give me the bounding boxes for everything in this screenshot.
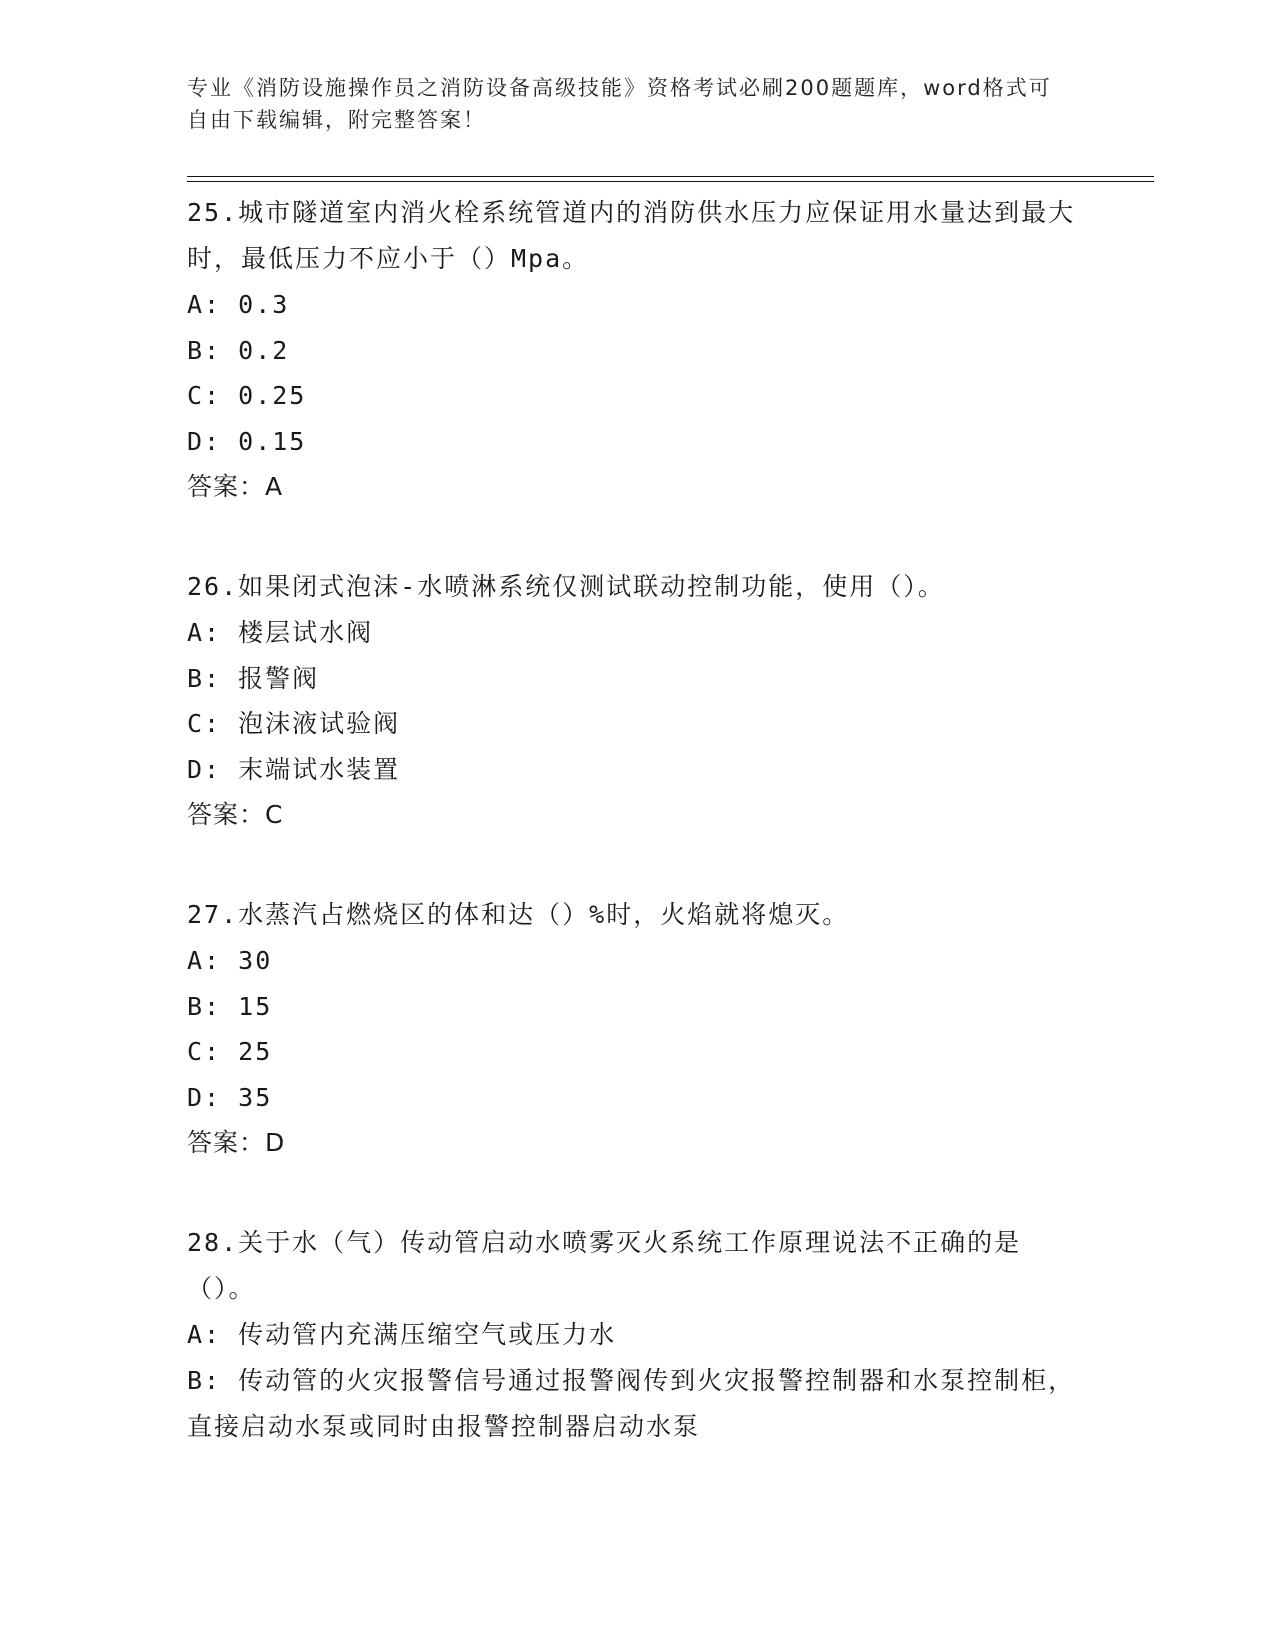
question-28: [187, 1216, 1077, 1450]
option-c: C: 25: [187, 1037, 273, 1066]
header-divider-top: [187, 176, 1154, 177]
spacer: [187, 510, 1077, 560]
question-text: 28.关于水（气）传动管启动水喷雾灭火系统工作原理说法不正确的是（）。: [187, 1228, 1022, 1303]
option-a: A: 0.3: [187, 290, 290, 319]
option-a: A: 楼层试水阀: [187, 618, 374, 647]
option-b: B: 0.2: [187, 335, 290, 365]
option-b: B: 报警阀: [187, 663, 320, 693]
option-b: B: 15: [187, 991, 273, 1021]
question-27: [187, 888, 1077, 1166]
spacer: [187, 1166, 1077, 1216]
option-d: D: 0.15: [187, 426, 307, 456]
option-a: A: 传动管内充满压缩空气或压力水: [187, 1320, 617, 1349]
question-text: 25.城市隧道室内消火栓系统管道内的消防供水压力应保证用水量达到最大时，最低压力不应小于（）Mpa。: [187, 198, 1076, 273]
option-c: C: 0.25: [187, 381, 307, 410]
option-a: A: 30: [187, 946, 273, 975]
option-d: D: 末端试水装置: [187, 754, 401, 784]
answer-label: 答案：A: [187, 472, 284, 501]
option-c: C: 泡沫液试验阀: [187, 709, 401, 738]
question-25: [187, 186, 1077, 510]
question-text: 27.水蒸汽占燃烧区的体和达（）%时，火焰就将熄灭。: [187, 900, 850, 929]
question-26: [187, 560, 1077, 838]
answer-label: 答案：D: [187, 1128, 286, 1157]
question-list: [187, 186, 1077, 1450]
question-text: 26.如果闭式泡沫-水喷淋系统仅测试联动控制功能，使用（）。: [187, 572, 945, 601]
spacer: [187, 838, 1077, 888]
answer-label: 答案：C: [187, 800, 284, 829]
header-divider-bottom: [187, 181, 1154, 182]
document-header: 专业《消防设施操作员之消防设备高级技能》资格考试必刷200题题库，word格式可自由下载编辑，附完整答案！: [187, 76, 1052, 132]
option-b: B: 传动管的火灾报警信号通过报警阀传到火灾报警控制器和水泵控制柜，直接启动水泵或同时由报警控制器启动水泵: [187, 1365, 1076, 1441]
option-d: D: 35: [187, 1082, 273, 1112]
